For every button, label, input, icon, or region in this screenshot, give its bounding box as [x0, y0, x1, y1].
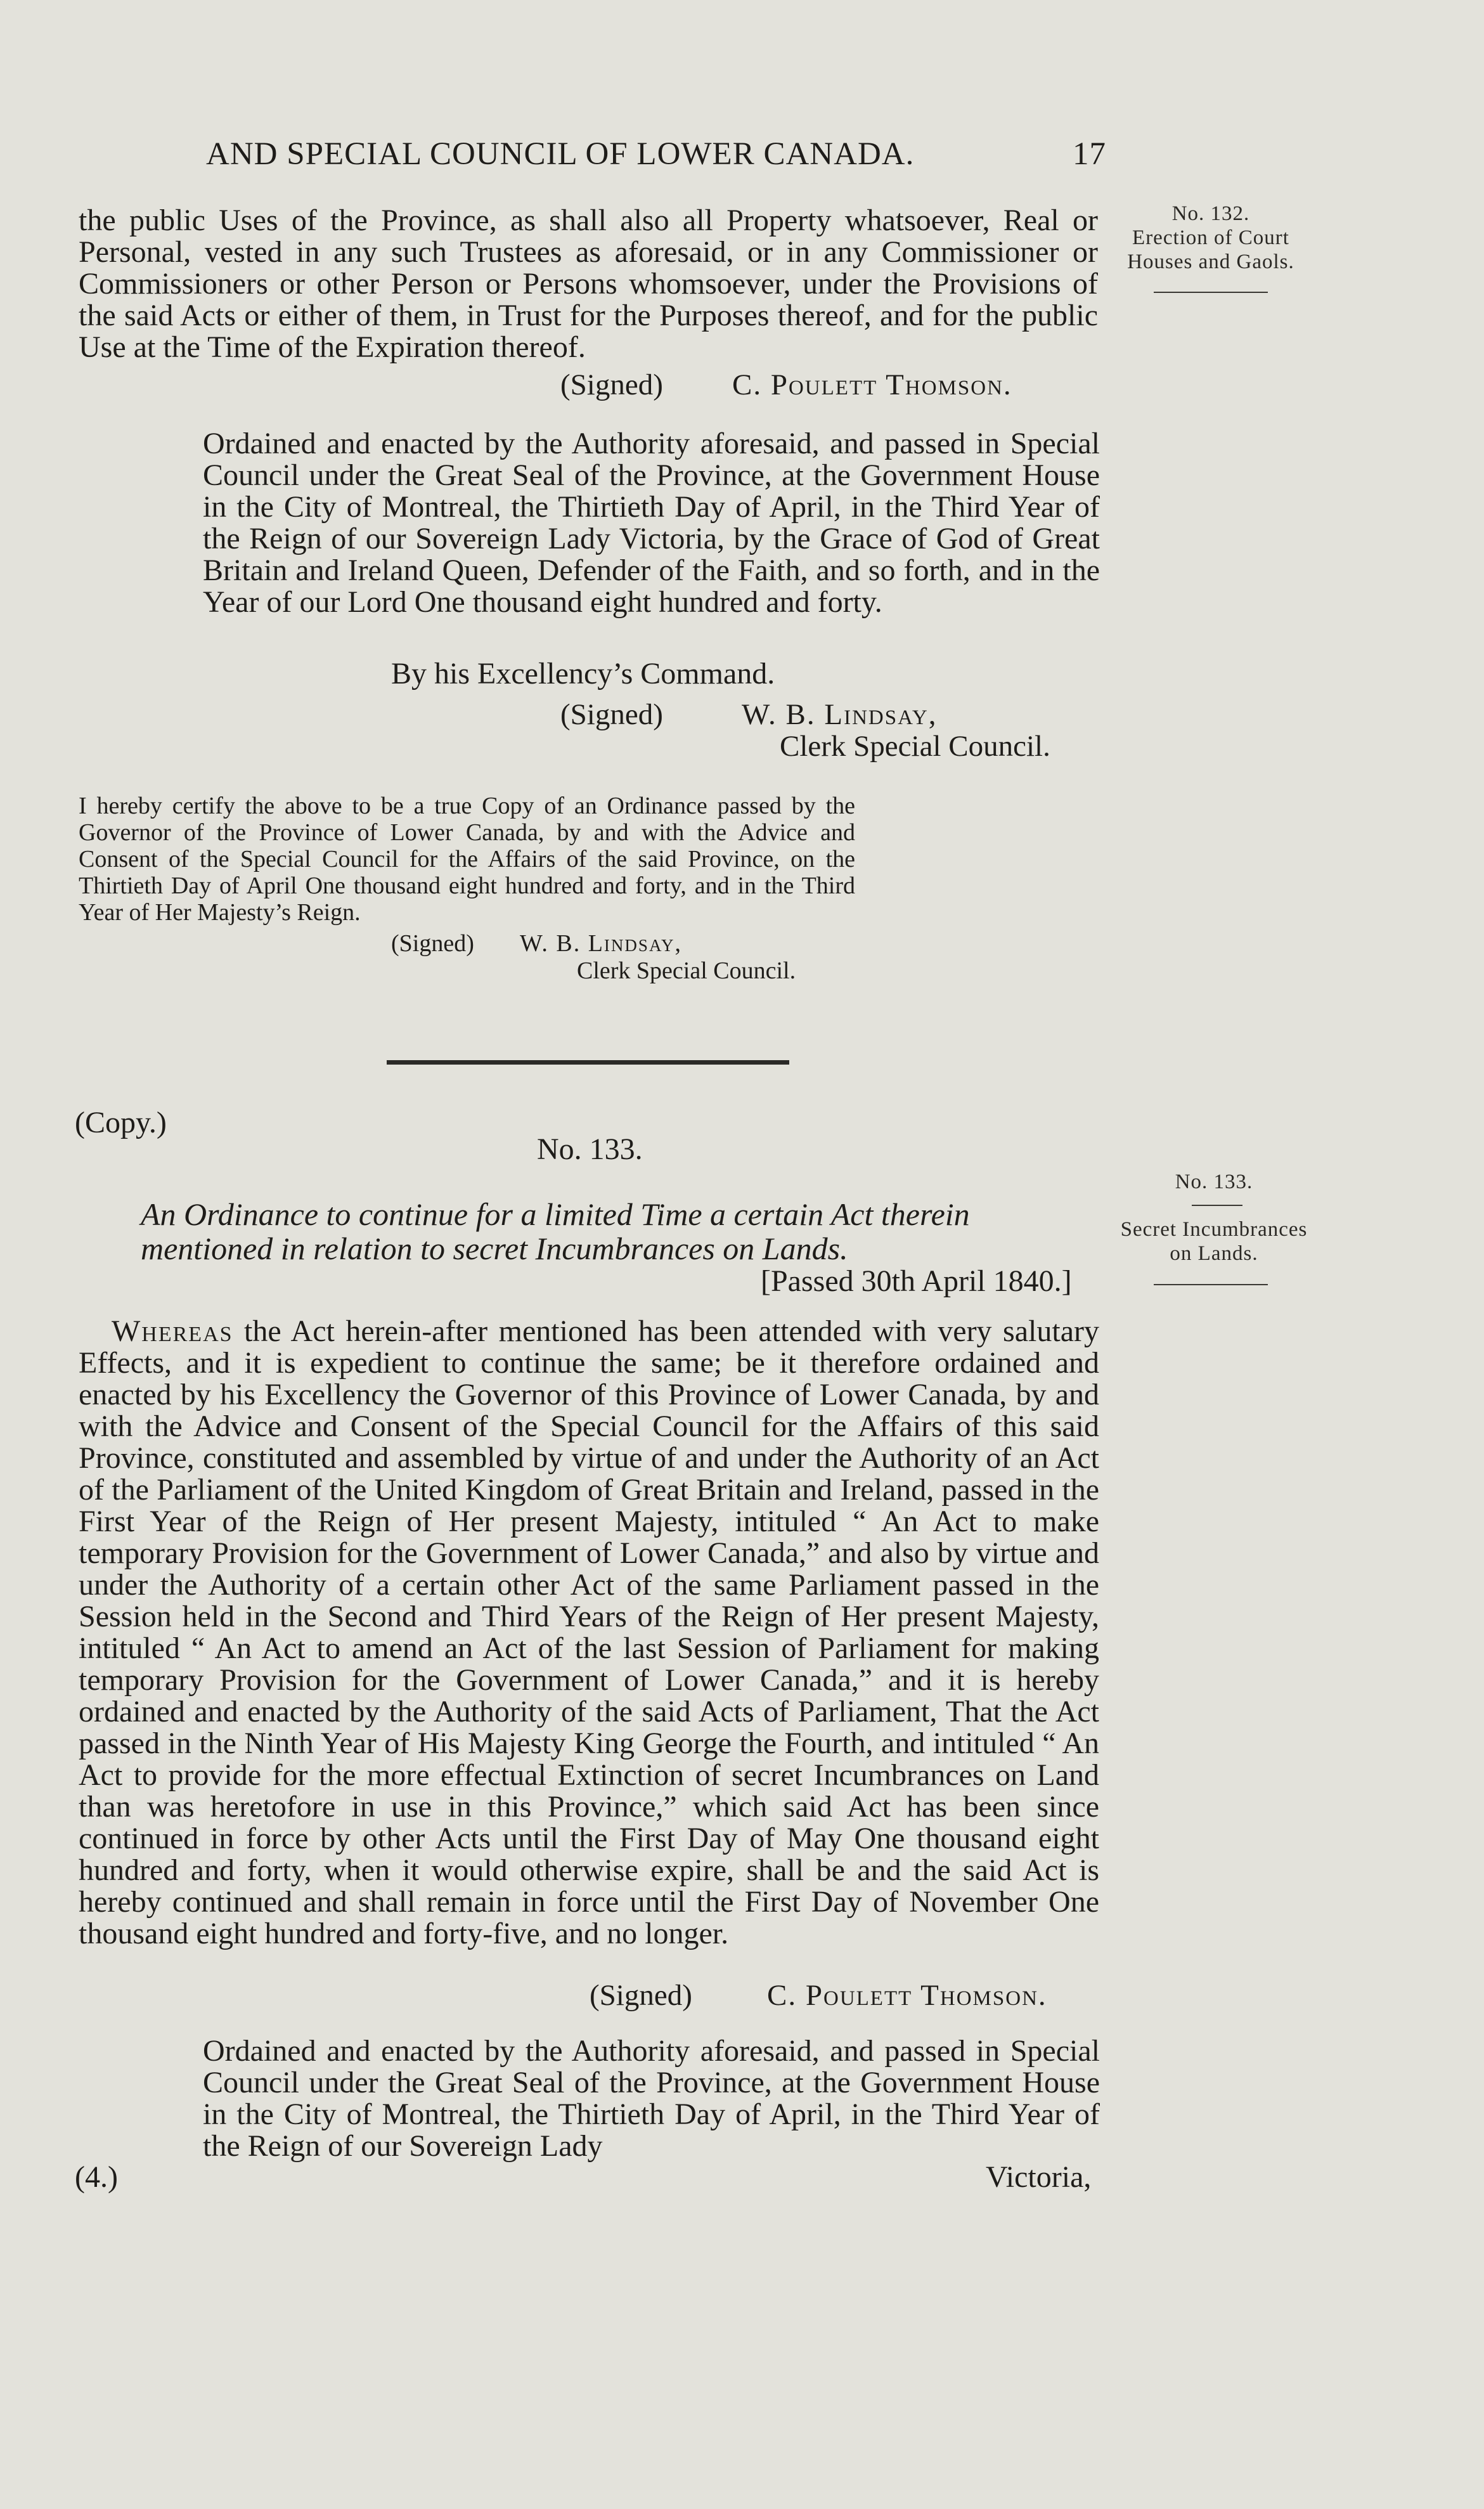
margin-note-133	[1116, 1170, 1312, 1194]
copy-label: (Copy.)	[75, 1106, 167, 1139]
margin-subject: Erection of Court Houses and Gaols.	[1127, 226, 1294, 273]
margin-rule	[1154, 292, 1268, 293]
margin-note-133-subject: Secret Incumbrances on Lands.	[1120, 1218, 1308, 1265]
signature-title: Clerk Special Council.	[780, 730, 1050, 763]
signature-name: C. Poulett Thomson.	[767, 1979, 1047, 2012]
section-divider	[387, 1060, 789, 1065]
whereas-paragraph	[79, 1316, 1099, 1950]
ordinance-title: An Ordinance to continue for a limited Time a certain Act therein mentioned in relation to secret Incumbrances on Lands.	[141, 1196, 970, 1266]
header-title: AND SPECIAL COUNCIL OF LOWER CANADA.	[206, 136, 915, 172]
enactment-clause: Ordained and enacted by the Authority aforesaid, and passed in Special Council under the Great Seal of the Province, at the Government House in the City of Montreal, the Thirtieth Day of April, in the Third Year of the Reign of our Sovereign Lady	[203, 2034, 1100, 2163]
margin-number: No. 133.	[1175, 1170, 1253, 1193]
whereas-lead: Whereas	[112, 1314, 233, 1348]
signature-mark: (4.)	[75, 2160, 118, 2194]
passed-date: [Passed 30th April 1840.]	[761, 1264, 1072, 1298]
signature-name: W. B. Lindsay,	[742, 698, 938, 731]
running-header	[206, 136, 1106, 172]
page-number: 17	[1073, 136, 1106, 172]
enactment-clause: Ordained and enacted by the Authority aforesaid, and passed in Special Council under the Great Seal of the Province, at the Government House in the City of Montreal, the Thirtieth Day of April, in the Third Year of the Reign of our Sovereign Lady Victoria, by the Grace of God of Great Britain and Ireland Queen, Defender of the Faith, and so forth, and in the Year of our Lord One thousand eight hundred and forty.	[203, 427, 1100, 619]
whereas-body: the Act herein-after mentioned has been attended with very salutary Effects, and it is expedient to continue the same; be it therefore ordained and enacted by his Excellency the Governor of this Province of Lower Canada, by and with the Advice and Consent of the Special Council for the Affairs of this said Province, constituted and assembled by virtue of and under the Authority of an Act of the Parliament of the United Kingdom of Great Britain and Ireland, passed in the First Year of the Reign of Her present Majesty, intituled “ An Act to make temporary Provision for the Government of Lower Canada,” and also by virtue and under the Authority of a certain other Act of the same Parliament passed in the Session held in the Second and Third Years of the Reign of Her present Majesty, intituled “ An Act to amend an Act of the last Session of Parliament for making temporary Provision for the Government of Lower Canada,” and it is hereby ordained and enacted by the Authority of the said Acts of Parliament, That the Act passed in the Ninth Year of His Majesty King George the Fourth, and intituled “ An Act to provide for the more effectual Extinction of secret Incumbrances on Land than was heretofore in use in this Province,” which said Act has been since continued in force by other Acts until the First Day of May One thousand eight hundred and forty, when it would otherwise expire, shall be and the said Act is hereby continued and shall remain in force until the First Day of November One thousand eight hundred and forty-five, and no longer.	[79, 1314, 1099, 1950]
ordinance-132-closing-paragraph: the public Uses of the Province, as shall also all Property whatsoever, Real or Personal, vested in any such Trustees as aforesaid, or in any Commissioner or Commissioners or other Person or Persons whomsoever, under the Provisions of the said Acts or either of them, in Trust for the Purposes thereof, and for the public Use at the Time of the Expiration thereof.	[79, 204, 1098, 364]
certificate-signature-label: (Signed)	[391, 930, 474, 957]
margin-rule	[1154, 1284, 1268, 1285]
certificate-signature-title: Clerk Special Council.	[577, 957, 796, 984]
margin-rule	[1192, 1205, 1242, 1206]
margin-number: No. 132.	[1171, 202, 1250, 225]
signature-name: C. Poulett Thomson.	[732, 368, 1012, 401]
margin-note-132	[1116, 202, 1306, 274]
catchword: Victoria,	[986, 2160, 1092, 2194]
certificate-signature-name: W. B. Lindsay,	[520, 930, 682, 957]
ordinance-number: No. 133.	[537, 1132, 643, 1166]
certificate-paragraph: I hereby certify the above to be a true Copy of an Ordinance passed by the Governor of the Province of Lower Canada, by and with the Advice and Consent of the Special Council for the Affairs of the said Province, on the Thirtieth Day of April One thousand eight hundred and forty, and in the Third Year of Her Majesty’s Reign.	[79, 793, 855, 926]
signature-label: (Signed)	[590, 1979, 692, 2012]
command-line: By his Excellency’s Command.	[391, 657, 775, 690]
signature-label: (Signed)	[560, 698, 663, 731]
signature-label: (Signed)	[560, 368, 663, 401]
